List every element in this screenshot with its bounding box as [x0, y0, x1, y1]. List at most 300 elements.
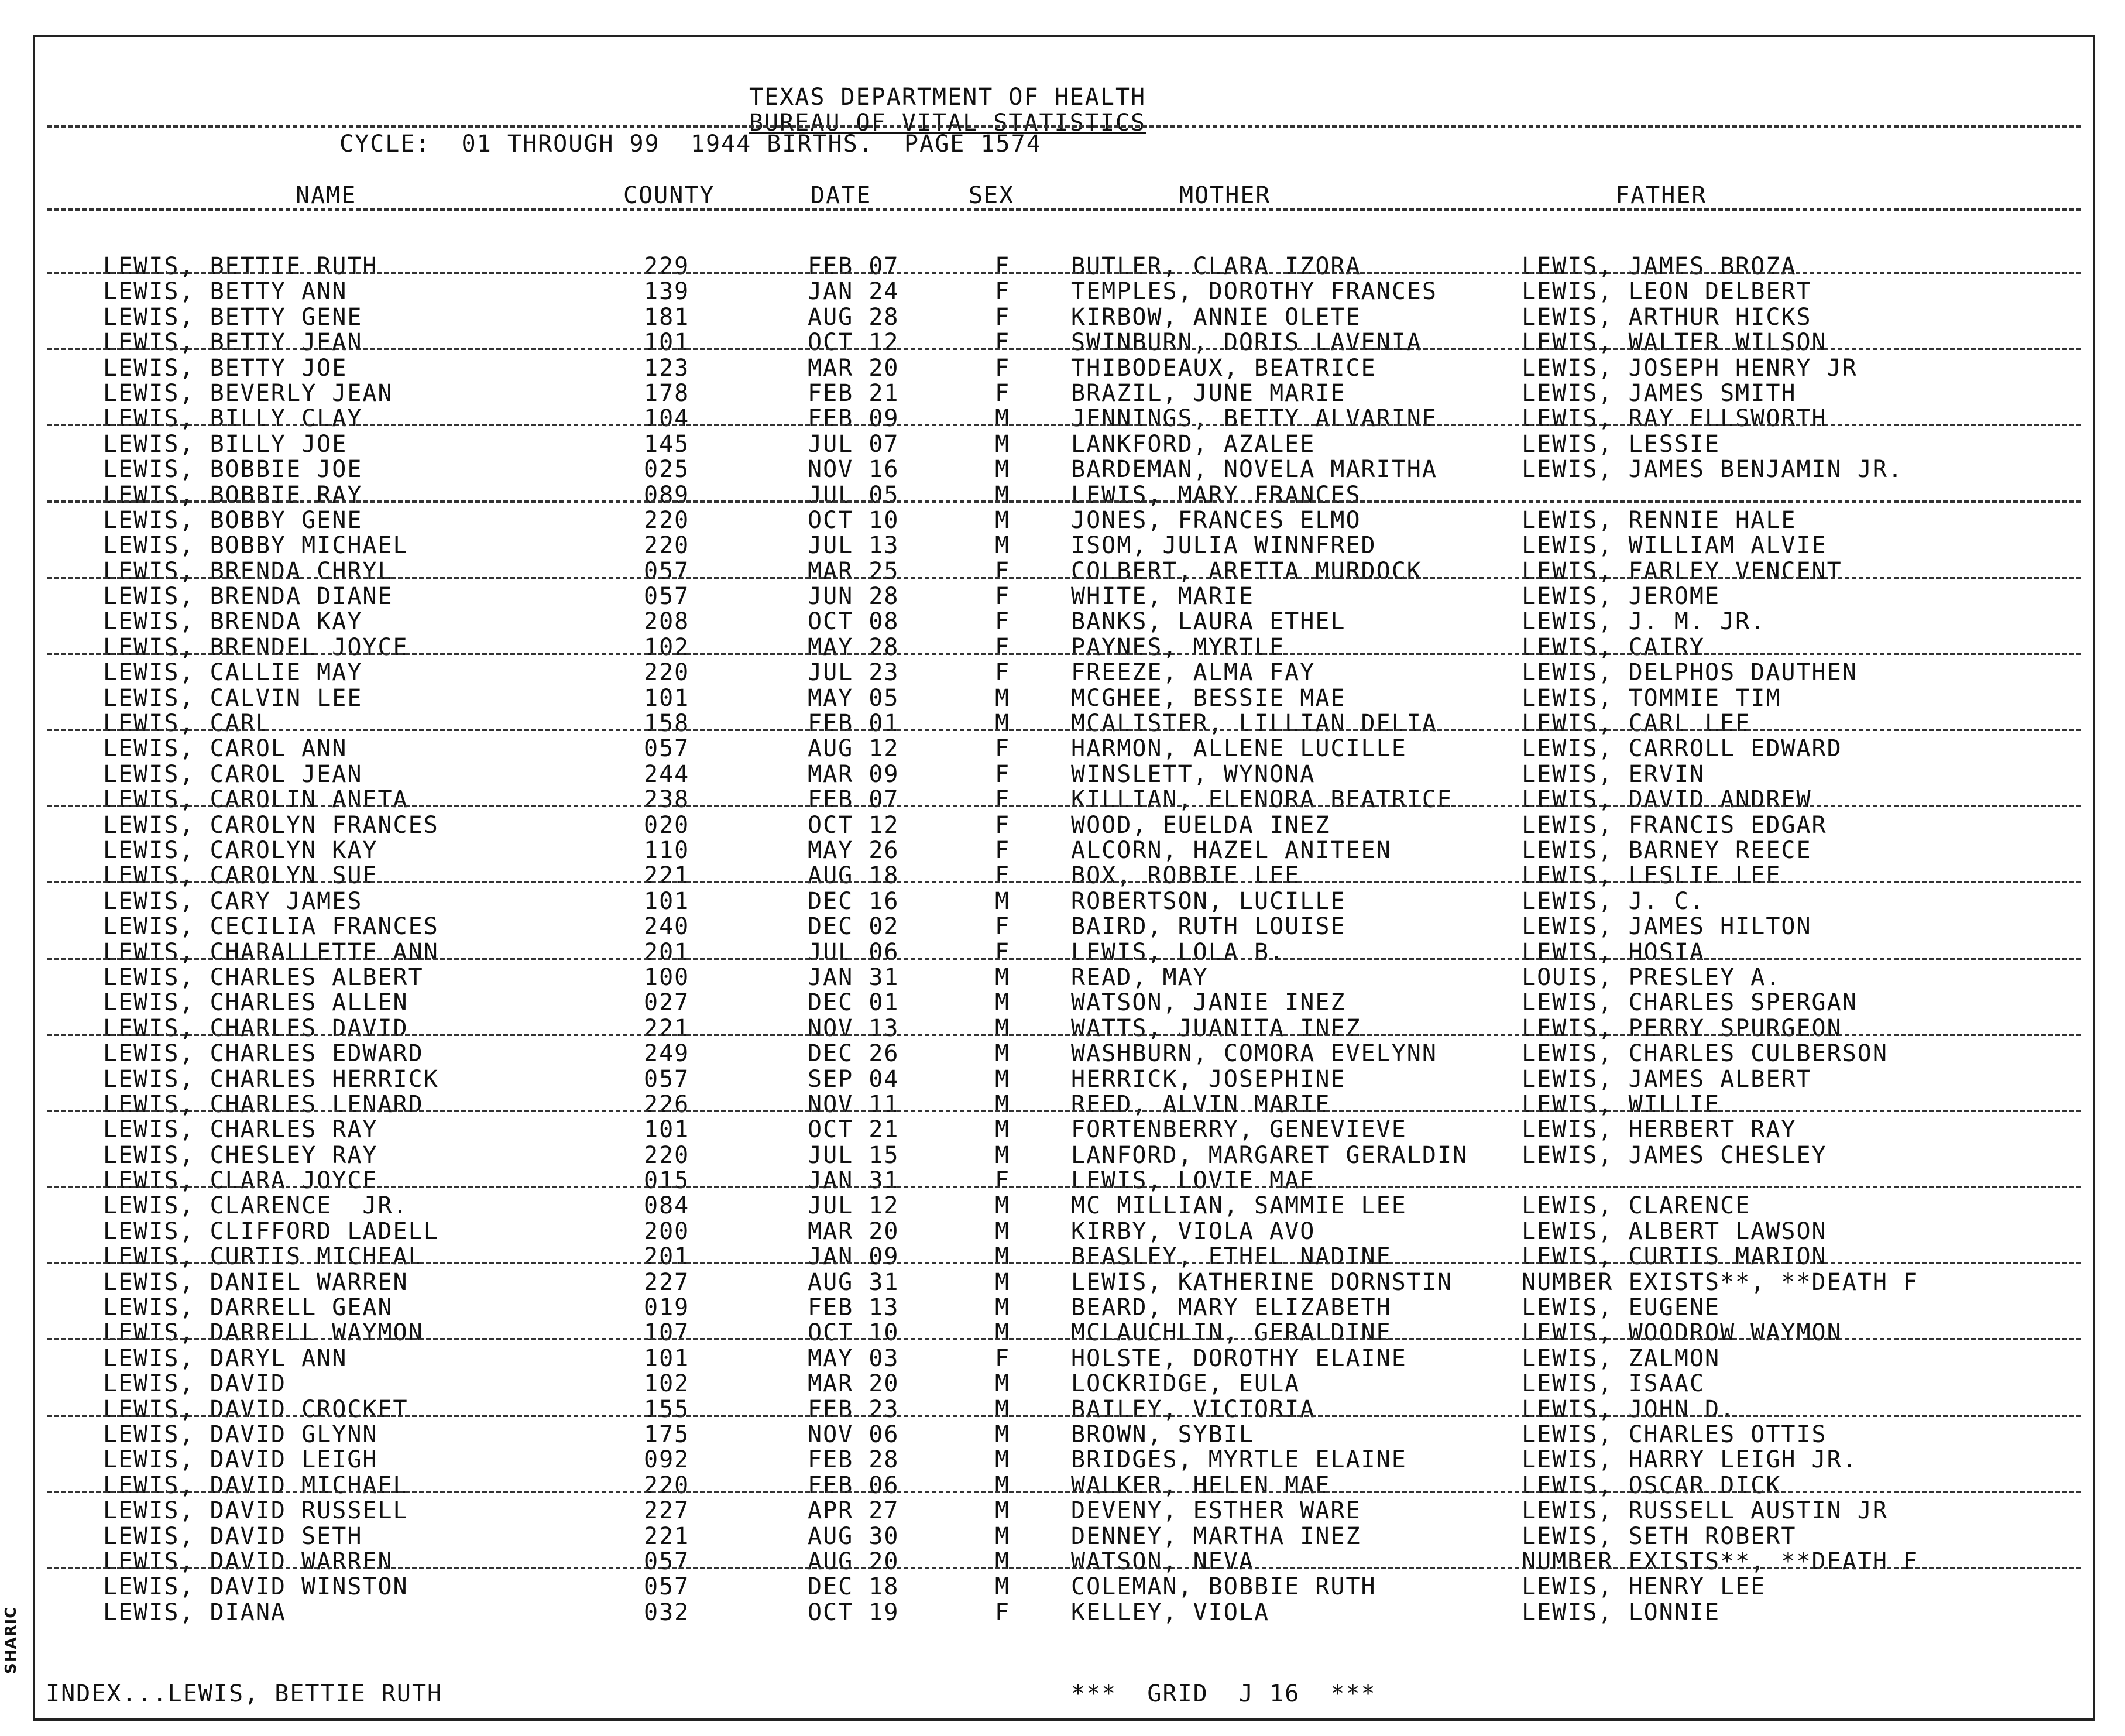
cell-father: LEWIS, CAIRY — [1522, 633, 1705, 661]
cell-mother: LANFORD, MARGARET GERALDIN — [1071, 1141, 1468, 1169]
cell-father: LEWIS, CARL LEE — [1522, 710, 1751, 737]
cell-county: 220 — [644, 1141, 690, 1169]
cell-sex: M — [995, 1040, 1011, 1068]
cell-mother: LEWIS, KATHERINE DORNSTIN — [1071, 1268, 1453, 1296]
cell-county: 229 — [644, 253, 690, 280]
cell-sex: M — [995, 1522, 1011, 1550]
cell-father: LEWIS, LEON DELBERT — [1522, 278, 1812, 306]
cell-sex: M — [995, 1192, 1011, 1220]
cell-mother: FREEZE, ALMA FAY — [1071, 659, 1316, 687]
cell-county: 057 — [644, 557, 690, 585]
table-row — [35, 1143, 2093, 1168]
footer-grid: *** GRID J 16 *** — [1071, 1680, 1376, 1707]
cell-father: LEWIS, LONNIE — [1522, 1598, 1721, 1626]
agency-title: TEXAS DEPARTMENT OF HEALTH — [749, 84, 1146, 111]
cell-name: LEWIS, CURTIS MICHEAL — [103, 1243, 424, 1271]
cell-father: LEWIS, HERBERT RAY — [1522, 1116, 1797, 1144]
cell-sex: F — [995, 1598, 1011, 1626]
cell-mother: BRAZIL, JUNE MARIE — [1071, 379, 1346, 407]
cell-county: 226 — [644, 1090, 690, 1118]
cell-mother: WATSON, NEVA — [1071, 1548, 1254, 1575]
table-row — [35, 1117, 2093, 1143]
table-row — [35, 609, 2093, 634]
table-row — [35, 279, 2093, 304]
cell-sex: M — [995, 1243, 1011, 1271]
cell-sex: F — [995, 1167, 1011, 1195]
table-row — [35, 1219, 2093, 1244]
cell-county: 101 — [644, 329, 690, 356]
cell-date: AUG 12 — [808, 735, 900, 763]
table-row — [35, 457, 2093, 482]
cell-county: 019 — [644, 1294, 690, 1322]
cell-mother: BRIDGES, MYRTLE ELAINE — [1071, 1446, 1407, 1474]
cell-date: MAR 25 — [808, 557, 900, 585]
cell-mother: JENNINGS, BETTY ALVARINE — [1071, 405, 1437, 433]
cell-name: LEWIS, BRENDA DIANE — [103, 583, 393, 610]
cell-father: LEWIS, PERRY SPURGEON — [1522, 1014, 1842, 1042]
table-row — [35, 736, 2093, 761]
cell-sex: M — [995, 405, 1011, 433]
cell-father: LEWIS, LESLIE LEE — [1522, 862, 1781, 890]
cell-sex: F — [995, 633, 1011, 661]
cell-county: 145 — [644, 430, 690, 458]
cell-mother: WALKER, HELEN MAE — [1071, 1471, 1331, 1499]
cell-date: MAY 05 — [808, 684, 900, 712]
cell-sex: M — [995, 430, 1011, 458]
table-row — [35, 381, 2093, 406]
cell-name: LEWIS, BOBBY GENE — [103, 506, 363, 534]
cell-mother: JONES, FRANCES ELMO — [1071, 506, 1361, 534]
table-row — [35, 1295, 2093, 1320]
cell-name: LEWIS, CHARLES EDWARD — [103, 1040, 424, 1068]
table-row — [35, 1270, 2093, 1295]
cell-mother: BROWN, SYBIL — [1071, 1421, 1254, 1448]
table-row — [35, 1092, 2093, 1117]
cell-county: 027 — [644, 989, 690, 1017]
table-row — [35, 1600, 2093, 1625]
cell-mother: LEWIS, LOVIE MAE — [1071, 1167, 1316, 1195]
cell-date: FEB 07 — [808, 253, 900, 280]
cell-name: LEWIS, CHARLES ALBERT — [103, 963, 424, 991]
cell-mother: BOX, ROBBIE LEE — [1071, 862, 1300, 890]
cell-date: OCT 08 — [808, 608, 900, 636]
cell-father: LEWIS, WALTER WILSON — [1522, 329, 1827, 356]
cell-father: LEWIS, JAMES SMITH — [1522, 379, 1797, 407]
cell-county: 220 — [644, 1471, 690, 1499]
cell-county: 015 — [644, 1167, 690, 1195]
table-row — [35, 1397, 2093, 1422]
cell-county: 227 — [644, 1497, 690, 1525]
cell-name: LEWIS, CHARALLETTE ANN — [103, 938, 439, 966]
cell-date: OCT 19 — [808, 1598, 900, 1626]
cell-name: LEWIS, BRENDEL JOYCE — [103, 633, 408, 661]
cell-county: 110 — [644, 836, 690, 864]
cell-name: LEWIS, CLARA JOYCE — [103, 1167, 378, 1195]
cell-sex: F — [995, 303, 1011, 331]
cell-date: MAR 20 — [808, 1370, 900, 1398]
cell-mother: DEVENY, ESTHER WARE — [1071, 1497, 1361, 1525]
cell-name: LEWIS, DARRELL GEAN — [103, 1294, 393, 1322]
cell-county: 089 — [644, 481, 690, 509]
table-row — [35, 1524, 2093, 1549]
cell-mother: THIBODEAUX, BEATRICE — [1071, 354, 1376, 382]
cell-county: 057 — [644, 1065, 690, 1093]
cell-name: LEWIS, CECILIA FRANCES — [103, 913, 439, 941]
cell-sex: M — [995, 1421, 1011, 1448]
cell-county: 227 — [644, 1268, 690, 1296]
cell-name: LEWIS, BETTY ANN — [103, 278, 348, 306]
cell-name: LEWIS, CAROL ANN — [103, 735, 348, 763]
cell-sex: F — [995, 557, 1011, 585]
cell-name: LEWIS, CALVIN LEE — [103, 684, 363, 712]
rule-line — [47, 125, 2081, 128]
cell-date: JAN 31 — [808, 963, 900, 991]
cell-county: 221 — [644, 1014, 690, 1042]
cell-sex: M — [995, 684, 1011, 712]
table-row — [35, 1067, 2093, 1092]
cell-father: LOUIS, PRESLEY A. — [1522, 963, 1781, 991]
cell-father: LEWIS, CARROLL EDWARD — [1522, 735, 1842, 763]
table-row — [35, 940, 2093, 965]
cell-mother: KIRBOW, ANNIE OLETE — [1071, 303, 1361, 331]
cell-sex: F — [995, 913, 1011, 941]
cell-county: 100 — [644, 963, 690, 991]
cell-date: MAY 28 — [808, 633, 900, 661]
cell-sex: F — [995, 836, 1011, 864]
table-row — [35, 533, 2093, 558]
cell-county: 240 — [644, 913, 690, 941]
cell-date: MAR 09 — [808, 760, 900, 788]
cell-name: LEWIS, CAROL JEAN — [103, 760, 363, 788]
cell-mother: BAILEY, VICTORIA — [1071, 1395, 1316, 1423]
cell-name: LEWIS, CAROLYN FRANCES — [103, 811, 439, 839]
cell-mother: MCALISTER, LILLIAN DELIA — [1071, 710, 1437, 737]
cell-sex: M — [995, 1294, 1011, 1322]
cell-county: 139 — [644, 278, 690, 306]
cell-mother: WHITE, MARIE — [1071, 583, 1254, 610]
table-row — [35, 508, 2093, 533]
cell-mother: BAIRD, RUTH LOUISE — [1071, 913, 1346, 941]
cell-date: JUL 05 — [808, 481, 900, 509]
cell-date: AUG 18 — [808, 862, 900, 890]
column-header-sex: SEX — [969, 182, 1015, 209]
cell-father: LEWIS, WOODROW WAYMON — [1522, 1319, 1842, 1347]
table-row — [35, 914, 2093, 939]
table-row — [35, 660, 2093, 685]
cell-date: JUL 13 — [808, 532, 900, 560]
cell-date: DEC 02 — [808, 913, 900, 941]
cell-county: 221 — [644, 1522, 690, 1550]
cell-sex: M — [995, 456, 1011, 483]
cell-date: FEB 21 — [808, 379, 900, 407]
cell-county: 084 — [644, 1192, 690, 1220]
cell-county: 092 — [644, 1446, 690, 1474]
cell-county: 057 — [644, 1573, 690, 1601]
cell-sex: F — [995, 659, 1011, 687]
cell-sex: M — [995, 1217, 1011, 1245]
table-row — [35, 711, 2093, 736]
cell-name: LEWIS, DIANA — [103, 1598, 286, 1626]
table-row — [35, 483, 2093, 508]
cell-date: JUL 12 — [808, 1192, 900, 1220]
cell-father: LEWIS, CHARLES SPERGAN — [1522, 989, 1858, 1017]
cell-date: JAN 09 — [808, 1243, 900, 1271]
cell-sex: F — [995, 735, 1011, 763]
column-header-father: FATHER — [1615, 182, 1707, 209]
cell-date: JUL 07 — [808, 430, 900, 458]
cell-name: LEWIS, CAROLYN SUE — [103, 862, 378, 890]
cell-county: 104 — [644, 405, 690, 433]
cell-father: LEWIS, ZALMON — [1522, 1344, 1721, 1372]
table-row — [35, 1371, 2093, 1397]
cell-mother: WATTS, JUANITA INEZ — [1071, 1014, 1361, 1042]
cell-mother: BEASLEY, ETHEL NADINE — [1071, 1243, 1392, 1271]
cell-father: LEWIS, JAMES CHESLEY — [1522, 1141, 1827, 1169]
cell-mother: TEMPLES, DOROTHY FRANCES — [1071, 278, 1437, 306]
table-row — [35, 1016, 2093, 1041]
cell-name: LEWIS, CHARLES ALLEN — [103, 989, 408, 1017]
cell-name: LEWIS, BILLY CLAY — [103, 405, 363, 433]
cell-date: NOV 06 — [808, 1421, 900, 1448]
table-row — [35, 863, 2093, 888]
cell-name: LEWIS, BOBBIE RAY — [103, 481, 363, 509]
cell-county: 221 — [644, 862, 690, 890]
cell-sex: M — [995, 1090, 1011, 1118]
cell-date: FEB 07 — [808, 786, 900, 814]
cell-county: 032 — [644, 1598, 690, 1626]
cell-mother: BEARD, MARY ELIZABETH — [1071, 1294, 1392, 1322]
cell-name: LEWIS, CARY JAMES — [103, 887, 363, 915]
cell-father: LEWIS, J. C. — [1522, 887, 1705, 915]
table-row — [35, 686, 2093, 711]
table-row — [35, 1498, 2093, 1524]
cell-county: 175 — [644, 1421, 690, 1448]
cell-date: FEB 28 — [808, 1446, 900, 1474]
cell-date: OCT 12 — [808, 329, 900, 356]
cell-date: DEC 01 — [808, 989, 900, 1017]
cell-county: 025 — [644, 456, 690, 483]
cell-father: LEWIS, JAMES ALBERT — [1522, 1065, 1812, 1093]
cell-date: FEB 13 — [808, 1294, 900, 1322]
cell-sex: M — [995, 532, 1011, 560]
table-row — [35, 1244, 2093, 1270]
cell-father: NUMBER EXISTS**, **DEATH F — [1522, 1268, 1919, 1296]
cell-mother: LEWIS, MARY FRANCES — [1071, 481, 1361, 509]
cell-mother: REED, ALVIN MARIE — [1071, 1090, 1331, 1118]
cell-name: LEWIS, BRENDA KAY — [103, 608, 363, 636]
birth-records-list — [35, 254, 2093, 1625]
cell-name: LEWIS, CAROLIN ANETA — [103, 786, 408, 814]
table-row — [35, 889, 2093, 914]
table-row — [35, 1320, 2093, 1346]
cell-name: LEWIS, BILLY JOE — [103, 430, 348, 458]
cell-sex: M — [995, 887, 1011, 915]
cell-sex: F — [995, 760, 1011, 788]
cell-date: DEC 26 — [808, 1040, 900, 1068]
table-row — [35, 406, 2093, 431]
cell-sex: F — [995, 1344, 1011, 1372]
cell-date: MAY 03 — [808, 1344, 900, 1372]
table-row — [35, 1574, 2093, 1600]
cell-sex: M — [995, 1116, 1011, 1144]
cell-name: LEWIS, DAVID WINSTON — [103, 1573, 408, 1601]
cell-county: 220 — [644, 532, 690, 560]
cell-county: 155 — [644, 1395, 690, 1423]
cell-name: LEWIS, DANIEL WARREN — [103, 1268, 408, 1296]
cell-date: AUG 20 — [808, 1548, 900, 1575]
table-row — [35, 1346, 2093, 1371]
cell-mother: HERRICK, JOSEPHINE — [1071, 1065, 1346, 1093]
cell-date: MAY 26 — [808, 836, 900, 864]
table-row — [35, 432, 2093, 457]
cell-date: OCT 10 — [808, 1319, 900, 1347]
cell-name: LEWIS, CHARLES RAY — [103, 1116, 378, 1144]
cell-father: LEWIS, CHARLES OTTIS — [1522, 1421, 1827, 1448]
table-row — [35, 356, 2093, 381]
cell-father: LEWIS, OSCAR DICK — [1522, 1471, 1781, 1499]
cell-father: LEWIS, ARTHUR HICKS — [1522, 303, 1812, 331]
cell-sex: M — [995, 1268, 1011, 1296]
cell-name: LEWIS, BETTY JEAN — [103, 329, 363, 356]
cell-county: 101 — [644, 1116, 690, 1144]
cell-date: OCT 10 — [808, 506, 900, 534]
cell-father: LEWIS, DELPHOS DAUTHEN — [1522, 659, 1858, 687]
cell-father: LEWIS, CHARLES CULBERSON — [1522, 1040, 1888, 1068]
cell-county: 158 — [644, 710, 690, 737]
rule-line — [47, 208, 2081, 211]
cell-date: DEC 16 — [808, 887, 900, 915]
table-row — [35, 1193, 2093, 1219]
cycle-line: CYCLE: 01 THROUGH 99 1944 BIRTHS. PAGE 1574 — [339, 131, 1042, 157]
cell-sex: F — [995, 329, 1011, 356]
cell-mother: WATSON, JANIE INEZ — [1071, 989, 1346, 1017]
cell-name: LEWIS, CLARENCE JR. — [103, 1192, 408, 1220]
cell-sex: F — [995, 379, 1011, 407]
cell-sex: M — [995, 1497, 1011, 1525]
cell-sex: M — [995, 1446, 1011, 1474]
cell-name: LEWIS, BEVERLY JEAN — [103, 379, 393, 407]
table-row — [35, 813, 2093, 838]
cell-father: LEWIS, CURTIS MARION — [1522, 1243, 1827, 1271]
cell-county: 057 — [644, 735, 690, 763]
cell-father: LEWIS, CLARENCE — [1522, 1192, 1751, 1220]
cell-father: LEWIS, ISAAC — [1522, 1370, 1705, 1398]
cell-mother: HOLSTE, DOROTHY ELAINE — [1071, 1344, 1407, 1372]
cell-name: LEWIS, DAVID CROCKET — [103, 1395, 408, 1423]
cell-name: LEWIS, BOBBIE JOE — [103, 456, 363, 483]
cell-sex: M — [995, 1395, 1011, 1423]
cell-sex: M — [995, 1319, 1011, 1347]
cell-father: LEWIS, WILLIAM ALVIE — [1522, 532, 1827, 560]
cell-name: LEWIS, CALLIE MAY — [103, 659, 363, 687]
cell-father: LEWIS, RUSSELL AUSTIN JR — [1522, 1497, 1888, 1525]
cell-date: APR 27 — [808, 1497, 900, 1525]
cell-father: LEWIS, DAVID ANDREW — [1522, 786, 1812, 814]
table-row — [35, 635, 2093, 660]
cell-date: AUG 31 — [808, 1268, 900, 1296]
cell-county: 201 — [644, 1243, 690, 1271]
cell-sex: M — [995, 1065, 1011, 1093]
cell-date: FEB 06 — [808, 1471, 900, 1499]
cell-date: MAR 20 — [808, 1217, 900, 1245]
table-row — [35, 1447, 2093, 1473]
column-header-county: COUNTY — [623, 182, 715, 209]
cell-name: LEWIS, DAVID GLYNN — [103, 1421, 378, 1448]
cell-father: LEWIS, BARNEY REECE — [1522, 836, 1812, 864]
cell-name: LEWIS, BETTIE RUTH — [103, 253, 378, 280]
cell-father: LEWIS, JAMES HILTON — [1522, 913, 1812, 941]
table-row — [35, 1549, 2093, 1574]
cell-date: NOV 16 — [808, 456, 900, 483]
cell-county: 101 — [644, 1344, 690, 1372]
cell-county: 101 — [644, 684, 690, 712]
cell-mother: LANKFORD, AZALEE — [1071, 430, 1316, 458]
cell-mother: KIRBY, VIOLA AVO — [1071, 1217, 1316, 1245]
cell-date: MAR 20 — [808, 354, 900, 382]
cell-date: JUL 06 — [808, 938, 900, 966]
cell-mother: WINSLETT, WYNONA — [1071, 760, 1316, 788]
cell-mother: DENNEY, MARTHA INEZ — [1071, 1522, 1361, 1550]
column-header-name: NAME — [296, 182, 357, 209]
cell-mother: KILLIAN, ELENORA BEATRICE — [1071, 786, 1453, 814]
cell-sex: F — [995, 583, 1011, 610]
cell-county: 220 — [644, 506, 690, 534]
cell-mother: BARDEMAN, NOVELA MARITHA — [1071, 456, 1437, 483]
cell-date: SEP 04 — [808, 1065, 900, 1093]
cell-name: LEWIS, DAVID SETH — [103, 1522, 363, 1550]
cell-mother: READ, MAY — [1071, 963, 1209, 991]
cell-county: 107 — [644, 1319, 690, 1347]
cell-father: LEWIS, RAY ELLSWORTH — [1522, 405, 1827, 433]
cell-county: 101 — [644, 887, 690, 915]
cell-county: 102 — [644, 1370, 690, 1398]
cell-sex: M — [995, 1548, 1011, 1575]
column-header-date: DATE — [811, 182, 872, 209]
cell-mother: SWINBURN, DORIS LAVENIA — [1071, 329, 1422, 356]
cell-sex: F — [995, 862, 1011, 890]
cell-county: 123 — [644, 354, 690, 382]
footer-index: INDEX...LEWIS, BETTIE RUTH — [46, 1680, 443, 1707]
cell-father: LEWIS, RENNIE HALE — [1522, 506, 1797, 534]
cell-father: LEWIS, EUGENE — [1522, 1294, 1721, 1322]
cell-father: LEWIS, HOSIA — [1522, 938, 1705, 966]
cell-date: JUL 15 — [808, 1141, 900, 1169]
cell-name: LEWIS, DAVID MICHAEL — [103, 1471, 408, 1499]
cell-name: LEWIS, DARRELL WAYMON — [103, 1319, 424, 1347]
cell-sex: F — [995, 253, 1011, 280]
cell-name: LEWIS, BETTY JOE — [103, 354, 348, 382]
cell-mother: HARMON, ALLENE LUCILLE — [1071, 735, 1407, 763]
cell-date: OCT 12 — [808, 811, 900, 839]
cell-county: 057 — [644, 1548, 690, 1575]
cell-mother: ALCORN, HAZEL ANITEEN — [1071, 836, 1392, 864]
cell-mother: COLBERT, ARETTA MURDOCK — [1071, 557, 1422, 585]
cell-sex: M — [995, 1573, 1011, 1601]
cell-mother: MCGHEE, BESSIE MAE — [1071, 684, 1346, 712]
cell-mother: FORTENBERRY, GENEVIEVE — [1071, 1116, 1407, 1144]
cell-sex: M — [995, 1471, 1011, 1499]
cell-date: JUN 28 — [808, 583, 900, 610]
cell-father: LEWIS, JOSEPH HENRY JR — [1522, 354, 1858, 382]
cell-father: LEWIS, SETH ROBERT — [1522, 1522, 1797, 1550]
cell-mother: WASHBURN, COMORA EVELYNN — [1071, 1040, 1437, 1068]
cell-name: LEWIS, BETTY GENE — [103, 303, 363, 331]
cell-name: LEWIS, CARL — [103, 710, 271, 737]
cell-name: LEWIS, CHARLES HERRICK — [103, 1065, 439, 1093]
cell-mother: COLEMAN, BOBBIE RUTH — [1071, 1573, 1376, 1601]
cell-county: 020 — [644, 811, 690, 839]
cell-sex: M — [995, 989, 1011, 1017]
